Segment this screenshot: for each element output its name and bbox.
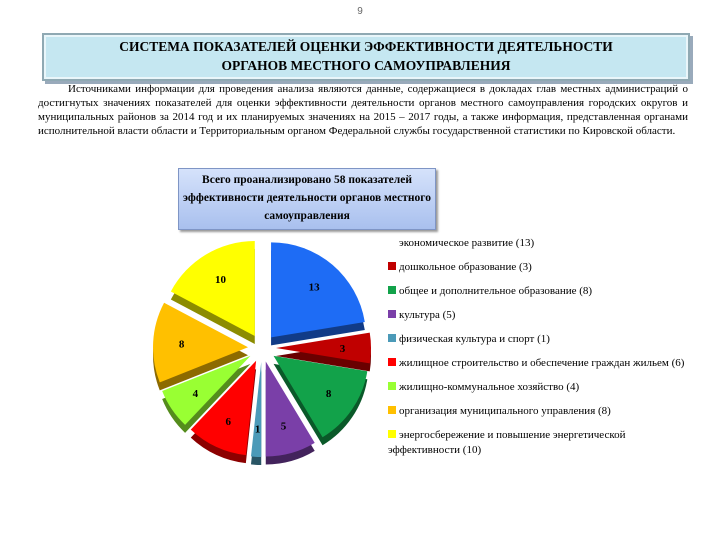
legend-swatch [388, 310, 396, 318]
legend-swatch [388, 238, 396, 246]
legend-swatch [388, 262, 396, 270]
chart-legend [388, 236, 688, 467]
legend-swatch [388, 358, 396, 366]
legend-swatch [388, 406, 396, 414]
legend-item [388, 404, 688, 419]
title-line-1: СИСТЕМА ПОКАЗАТЕЛЕЙ ОЦЕНКИ ЭФФЕКТИВНОСТИ ДЕЯТЕЛЬНОСТИ [119, 39, 613, 54]
legend-item [388, 260, 688, 275]
summary-line-3: самоуправления [264, 210, 350, 222]
page-number: 9 [357, 6, 363, 17]
legend-swatch [388, 430, 396, 438]
legend-label: организация муниципального управления (8) [399, 405, 611, 417]
legend-swatch [388, 334, 396, 342]
legend-item [388, 308, 688, 323]
legend-item [388, 380, 688, 395]
title-line-2: ОРГАНОВ МЕСТНОГО САМОУПРАВЛЕНИЯ [221, 58, 511, 73]
legend-label: жилищное строительство и обеспечение граждан жильем (6) [399, 357, 685, 369]
data-label: 3 [339, 343, 346, 355]
data-label: 8 [178, 338, 185, 351]
legend-item [388, 236, 688, 251]
legend-label: культура (5) [399, 309, 456, 321]
legend-label: экономическое развитие (13) [399, 237, 535, 249]
data-label: 5 [280, 420, 287, 433]
legend-label: энергосбережение и повышение энергетической эффективности (10) [388, 429, 626, 456]
summary-line-2: эффективности деятельности органов местного [183, 192, 431, 204]
data-label: 13 [308, 281, 320, 294]
legend-item [388, 332, 688, 347]
legend-item [388, 356, 688, 371]
legend-item [388, 428, 688, 458]
data-label: 6 [225, 416, 231, 429]
legend-label: дошкольное образование (3) [399, 261, 532, 273]
legend-label: физическая культура и спорт (1) [399, 333, 550, 345]
legend-item [388, 284, 688, 299]
legend-label: общее и дополнительное образование (8) [399, 285, 593, 297]
data-label: 10 [214, 274, 226, 287]
data-label: 1 [254, 423, 261, 436]
legend-swatch [388, 382, 396, 390]
summary-line-1: Всего проанализировано 58 показателей [202, 174, 412, 186]
legend-swatch [388, 286, 396, 294]
data-label: 4 [192, 388, 199, 401]
data-label: 8 [325, 388, 332, 401]
intro-text: Источниками информации для проведения анализа являются данные, содержащиеся в докладах глав местных администраций о достигнутых значениях показателей для оценки эффективности деятельности органов местного самоуправления городских округов и муниципальных районов за 2014 год и их планируемых значениях на 2015 – 2017 годы, а также информация, представленная органами исполнительной власти области и Территориальным органом Федеральной службы государственной статистики по Кировской области. [38, 83, 688, 137]
legend-label: жилищно-коммунальное хозяйство (4) [399, 381, 580, 393]
